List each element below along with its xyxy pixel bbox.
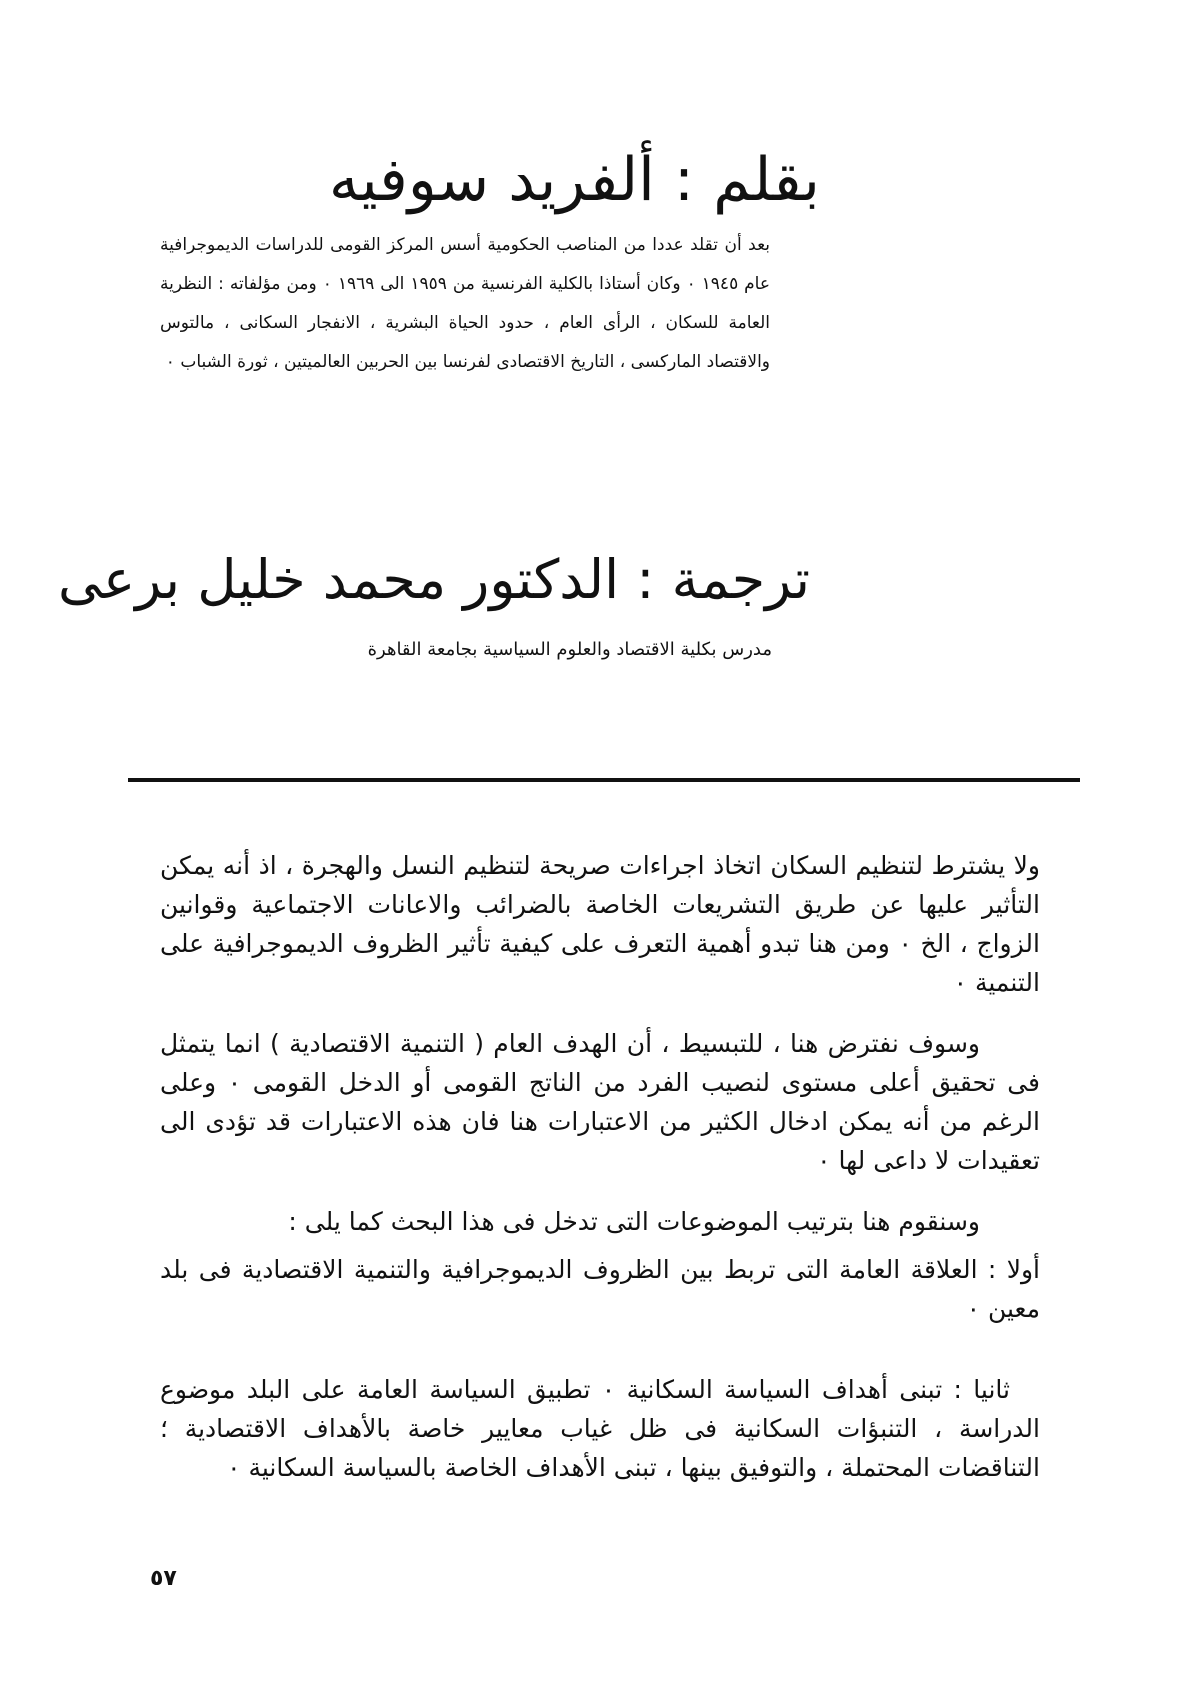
translator-heading: ترجمة : الدكتور محمد خليل برعى (57, 548, 810, 611)
page-number: ٥٧ (150, 1566, 177, 1591)
body-paragraph: وسنقوم هنا بترتيب الموضوعات التى تدخل فى هذا البحث كما يلى : (288, 1207, 980, 1236)
body-paragraph: أولا : العلاقة العامة التى تربط بين الظروف الديموجرافية والتنمية الاقتصادية فى بلد معين ٠ (160, 1255, 1040, 1323)
author-bio: بعد أن تقلد عددا من المناصب الحكومية أسس المركز القومى للدراسات الديموجرافية عام ١٩٤٥ ٠ وكان أستاذا بالكلية الفرنسية من ١٩٥٩ الى ١٩٦٩ ٠ ومن مؤلفاته : النظرية العامة للسكان ، الرأى العام ، حدود الحياة البشرية ، الانفجار السكانى ، مالتوس والاقتصاد الماركسى ، التاريخ الاقتصادى لفرنسا بين الحربين العالميتين ، ثورة الشباب ٠ (160, 235, 771, 372)
body-paragraph: ثانيا : تبنى أهداف السياسة السكانية ٠ تطبيق السياسة العامة على البلد موضوع الدراسة ، التنبؤات السكانية فى ظل غياب معايير خاصة بالأهداف الاقتصادية ؛ التناقضات المحتملة ، والتوفيق بينها ، تبنى الأهداف الخاصة بالسياسة السكانية ٠ (160, 1375, 1040, 1482)
author-heading: بقلم : ألفريد سوفيه (328, 145, 820, 215)
body-paragraph: وسوف نفترض هنا ، للتبسيط ، أن الهدف العام ( التنمية الاقتصادية ) انما يتمثل فى تحقيق أعلى مستوى لنصيب الفرد من الناتج القومى أو الدخل القومى ٠ وعلى الرغم من أنه يمكن ادخال الكثير من الاعتبارات هنا فان هذه الاعتبارات قد تؤدى الى تعقيدات لا داعى لها ٠ (160, 1029, 1040, 1175)
body-paragraph: ولا يشترط لتنظيم السكان اتخاذ اجراءات صريحة لتنظيم النسل والهجرة ، اذ أنه يمكن التأثير عليها عن طريق التشريعات الخاصة بالضرائب والاعانات الاجتماعية وقوانين الزواج ، الخ ٠ ومن هنا تبدو أهمية التعرف على كيفية تأثير الظروف الديموجرافية على التنمية ٠ (160, 851, 1040, 997)
translator-affiliation: مدرس بكلية الاقتصاد والعلوم السياسية بجامعة القاهرة (367, 639, 772, 660)
section-divider (128, 778, 1080, 782)
